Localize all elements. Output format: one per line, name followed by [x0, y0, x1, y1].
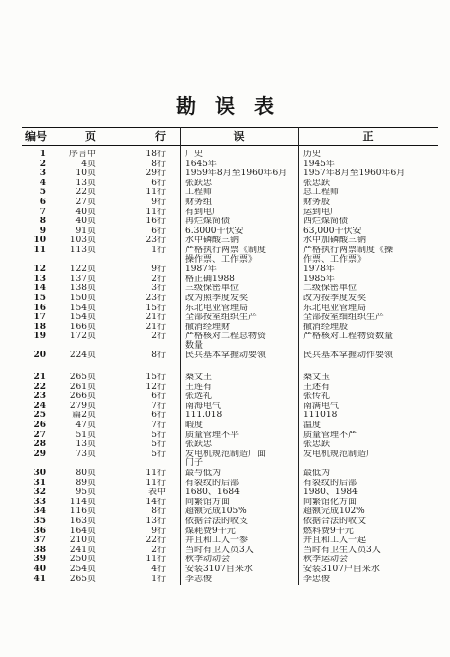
row-number: 3 [39, 169, 46, 179]
row-number: 5 [39, 188, 46, 198]
correction-text: 燃料费9千元 [303, 526, 354, 536]
error-text: 最与低为 [185, 469, 222, 478]
line-cell: 1行 [151, 574, 166, 584]
line-cell: 14行 [145, 497, 166, 507]
line-cell: 2行 [151, 274, 166, 284]
correction-text: 南满电气 [303, 401, 340, 411]
row-number: 35 [33, 516, 46, 526]
table-row [22, 383, 438, 393]
row-number: 34 [33, 507, 46, 517]
page-cell: 164页 [69, 526, 96, 536]
row-number: 23 [33, 392, 46, 402]
table-header [22, 127, 438, 146]
page-cell: 91页 [75, 226, 96, 236]
table-body [22, 146, 438, 584]
error-text: 工程师 [185, 188, 213, 198]
error-text: 李志俊 [185, 574, 213, 584]
correction-text: 发电机规范制造厂 [303, 449, 376, 459]
header-error: 误 [233, 130, 245, 143]
error-text: 秋季动动会 [185, 555, 231, 565]
correction-text: 63,000千伏安 [303, 226, 362, 236]
table-row [22, 565, 438, 575]
table-row [22, 332, 438, 351]
table-row [22, 507, 438, 517]
line-cell: 18行 [145, 150, 166, 159]
row-number: 36 [33, 526, 46, 536]
error-text: 水中磷酸三钠 [185, 236, 240, 246]
table-row [22, 575, 438, 585]
error-text: 发电机规范制造厂面 门子 [185, 449, 267, 469]
header-page: 页 [85, 130, 96, 143]
column-divider [180, 127, 181, 585]
row-number: 28 [33, 440, 46, 450]
error-text: 张选礼 [185, 392, 213, 402]
table-row [22, 488, 438, 498]
correction-text: 李忠俊 [303, 574, 331, 584]
table-row [22, 208, 438, 218]
line-cell: 21行 [145, 313, 166, 323]
line-cell: 12行 [145, 382, 166, 392]
table-row [22, 411, 438, 421]
error-text: 东北电业管理局 [185, 303, 249, 313]
table-row [22, 304, 438, 314]
row-number: 16 [33, 303, 46, 313]
line-cell: 2行 [151, 332, 166, 342]
error-text: 三级保密单位 [185, 284, 240, 294]
error-text: 改为照季度发奖 [185, 293, 249, 303]
table-row [22, 351, 438, 361]
correction-text: 改为按季度发奖 [303, 293, 367, 303]
line-cell: 16行 [145, 217, 166, 227]
error-text: 全部按室组织生产 [185, 313, 258, 323]
page-cell: 40页 [75, 217, 96, 227]
row-number: 14 [33, 284, 46, 294]
correction-text: 总工程师 [303, 188, 340, 198]
error-text: 再烂煤简债 [185, 217, 231, 227]
line-cell: 4行 [151, 564, 166, 574]
table-row [22, 160, 438, 170]
page-cell: 138页 [69, 284, 96, 294]
correction-text: 东北电业管理局 [303, 303, 367, 313]
error-text: 桑文王 [185, 373, 213, 383]
page-cell: 13页 [75, 178, 96, 188]
table-row [22, 323, 438, 333]
page-cell: 113页 [69, 245, 96, 255]
row-number: 22 [33, 382, 46, 392]
line-cell: 23行 [145, 293, 166, 303]
line-cell: 8行 [151, 507, 166, 517]
line-cell: 22行 [145, 536, 166, 546]
error-text: 暇度 [185, 421, 204, 431]
page-cell: 116页 [69, 507, 96, 517]
error-text: 依据合法的收支 [185, 516, 249, 526]
correction-text: 全部按室细组织生产 [303, 313, 385, 323]
table-row [22, 294, 438, 304]
correction-text: 历史 [303, 150, 322, 159]
page-cell: 224页 [69, 351, 96, 361]
table-row [22, 527, 438, 537]
line-cell: 9行 [151, 197, 166, 207]
error-text: 安装3107自来水 [185, 564, 253, 574]
table-row [22, 150, 438, 160]
correction-text: 超额完成102% [303, 507, 365, 517]
row-number: 2 [39, 159, 46, 169]
line-cell: 7行 [151, 421, 166, 431]
row-number: 10 [33, 236, 46, 246]
page-cell: 80页 [75, 469, 96, 478]
row-number: 6 [39, 197, 46, 207]
line-cell: 5行 [151, 430, 166, 440]
line-cell: 23行 [145, 236, 166, 246]
page-cell: 250页 [69, 555, 96, 565]
correction-text: 温度 [303, 421, 322, 431]
error-text: 财务组 [185, 197, 213, 207]
correction-text: 并且和工人一起 [303, 536, 367, 546]
correction-text: 财务股 [303, 197, 331, 207]
header-line: 行 [155, 130, 166, 143]
page-cell: 22页 [75, 188, 96, 198]
correction-text: 当时有卫生人员3人 [303, 545, 381, 555]
line-cell: 9行 [151, 526, 166, 536]
error-text: 超额完成105% [185, 507, 247, 517]
page-cell: 4页 [81, 159, 96, 169]
correction-text: 张传礼 [303, 392, 331, 402]
correction-text: 桑文玉 [303, 373, 331, 383]
row-number: 11 [33, 245, 46, 255]
table-row [22, 479, 438, 489]
page-cell: 154页 [69, 313, 96, 323]
row-number: 9 [39, 226, 46, 236]
line-cell: 11行 [145, 478, 166, 488]
correction-text: 严格执行两票制度《操 作票、工作票》 [303, 245, 394, 265]
line-cell: 2行 [151, 545, 166, 555]
correction-text: 1980、1984 [303, 488, 358, 498]
row-number: 15 [33, 293, 46, 303]
correction-text: 王述有 [303, 382, 331, 392]
row-number: 29 [33, 449, 46, 459]
table-row [22, 498, 438, 508]
correction-text: 二级保密单位 [303, 284, 358, 294]
row-number: 13 [33, 274, 46, 284]
correction-text: 有裂纹的后部 [303, 478, 358, 488]
row-number: 19 [33, 332, 46, 342]
page-cell: 95页 [75, 488, 96, 498]
line-cell: 6行 [151, 411, 166, 421]
errata-table [22, 127, 438, 584]
table-row [22, 555, 438, 565]
page-cell: 73页 [75, 449, 96, 459]
correction-text: 张忠跃 [303, 178, 331, 188]
table-row [22, 265, 438, 275]
row-number: 20 [33, 351, 46, 361]
row-number: 21 [33, 373, 46, 383]
line-cell: 7行 [151, 401, 166, 411]
table-row [22, 227, 438, 237]
correction-text: 张忠跃 [303, 440, 331, 450]
line-cell: 15行 [145, 373, 166, 383]
row-number: 1 [39, 150, 46, 159]
row-number: 24 [33, 401, 46, 411]
line-cell: 9行 [151, 265, 166, 275]
error-text: 111.018 [185, 411, 223, 421]
row-number: 30 [33, 469, 46, 478]
error-text: 张跃忠 [185, 440, 213, 450]
error-text: 厂史 [185, 150, 204, 159]
error-text: 撤消经理财 [185, 322, 231, 332]
page-cell: 40页 [75, 207, 96, 217]
table-row [22, 431, 438, 441]
error-text: 张跃忠 [185, 178, 213, 188]
row-number: 17 [33, 313, 46, 323]
correction-text: 1945年 [303, 159, 335, 169]
row-number: 27 [33, 430, 46, 440]
error-text: 民兵基本掌握动要领 [185, 351, 267, 361]
table-row [22, 536, 438, 546]
table-row [22, 284, 438, 294]
line-cell: 6行 [151, 226, 166, 236]
line-cell: 29行 [145, 169, 166, 179]
error-text: 有到电厂 [185, 207, 222, 217]
row-number: 8 [39, 217, 46, 227]
page-cell: 47页 [75, 421, 96, 431]
table-row [22, 188, 438, 198]
row-number: 40 [33, 564, 46, 574]
error-text: 当时有卫人员3人 [185, 545, 254, 555]
row-number: 7 [39, 207, 46, 217]
page-cell: 166页 [69, 322, 96, 332]
error-text: 向繁馆方面 [185, 497, 231, 507]
row-number: 26 [33, 421, 46, 431]
line-cell: 11行 [145, 188, 166, 198]
correction-text: 撤消经理股 [303, 322, 349, 332]
page-cell: 103页 [69, 236, 96, 246]
table-row [22, 402, 438, 412]
page-cell: 163页 [69, 516, 96, 526]
error-text: 煤耗费9千元 [185, 526, 236, 536]
page-cell: 210页 [69, 536, 96, 546]
row-number: 33 [33, 497, 46, 507]
row-number: 18 [33, 322, 46, 332]
page-cell: 241页 [69, 545, 96, 555]
error-text: 格正确1988 [185, 274, 235, 284]
table-row [22, 313, 438, 323]
line-cell: 11行 [145, 555, 166, 565]
row-number: 4 [39, 178, 46, 188]
correction-text: 西烂煤简债 [303, 217, 349, 227]
error-text: 严格执行两票《制度 操作票、工作票》 [185, 245, 267, 265]
error-text: 南海电气 [185, 401, 222, 411]
row-number: 38 [33, 545, 46, 555]
table-row [22, 469, 438, 479]
header-correction: 正 [362, 130, 374, 143]
page-cell: 172页 [69, 332, 96, 342]
correction-text: 111018 [303, 411, 338, 421]
line-cell: 13行 [145, 516, 166, 526]
table-row [22, 246, 438, 265]
line-cell: 6行 [151, 178, 166, 188]
page-cell: 279页 [69, 401, 96, 411]
line-cell: 3行 [151, 284, 166, 294]
page-cell: 序言中 [68, 150, 96, 159]
table-row [22, 517, 438, 527]
error-text: 1959年8月至1960年6月 [185, 169, 288, 179]
correction-text: 严格核对工程物资数量 [303, 332, 394, 342]
error-text: 1987年 [185, 265, 217, 275]
table-row [22, 546, 438, 556]
table-row [22, 275, 438, 285]
table-row [22, 450, 438, 469]
row-number: 41 [33, 574, 46, 584]
table-row [22, 169, 438, 179]
page-cell: 13页 [75, 440, 96, 450]
correction-text: 1985年 [303, 274, 335, 284]
page-cell: 89页 [75, 478, 96, 488]
table-row [22, 198, 438, 208]
error-text: 1645年 [185, 159, 217, 169]
correction-text: 安装3107户自来水 [303, 564, 380, 574]
page-cell: 266页 [69, 392, 96, 402]
table-row [22, 373, 438, 383]
line-cell: 11行 [145, 469, 166, 478]
page-cell: 122页 [69, 265, 96, 275]
table-row [22, 179, 438, 189]
error-text: 有裂纹的后部 [185, 478, 240, 488]
page-cell: 10页 [75, 169, 96, 179]
table-row [22, 421, 438, 431]
correction-text: 民兵基本掌握动作要领 [303, 351, 394, 361]
row-number: 25 [33, 411, 46, 421]
error-text: 质量管理不平 [185, 430, 240, 440]
table-row [22, 440, 438, 450]
error-text: 井且和工人一参 [185, 536, 249, 546]
correction-text: 1978年 [303, 265, 335, 275]
page-cell: 51页 [75, 430, 96, 440]
line-cell: 8行 [151, 159, 166, 169]
page-cell: 265页 [69, 373, 96, 383]
correction-text: 1957年8月至1960年6月 [303, 169, 406, 179]
correction-text: 质量管理不严 [303, 430, 358, 440]
header-number: 编号 [25, 130, 47, 143]
correction-text: 依据合法的收文 [303, 516, 367, 526]
row-number: 39 [33, 555, 46, 565]
row-number: 31 [33, 478, 46, 488]
line-cell: 5行 [151, 449, 166, 459]
page-cell: 150页 [69, 293, 96, 303]
page-cell: 254页 [69, 564, 96, 574]
correction-text: 向繁馆化方面 [303, 497, 358, 507]
column-divider [298, 127, 299, 585]
error-text: 王连有 [185, 382, 213, 392]
line-cell: 15行 [145, 303, 166, 313]
page-cell: 261页 [69, 382, 96, 392]
line-cell: 表中 [147, 488, 166, 498]
line-cell: 1行 [151, 245, 166, 255]
table-row [22, 236, 438, 246]
line-cell: 11行 [145, 207, 166, 217]
row-number: 12 [33, 265, 46, 275]
error-text: 严格核对二程总物资 数量 [185, 332, 267, 351]
page-cell: 114页 [69, 497, 96, 507]
row-number: 37 [33, 536, 46, 546]
line-cell: 6行 [151, 392, 166, 402]
error-text: 6.3000千伏安 [185, 226, 244, 236]
page-cell: 265页 [69, 574, 96, 584]
correction-text: 秋季运动会 [303, 555, 349, 565]
line-cell: 8行 [151, 351, 166, 361]
correction-text: 运到电厂 [303, 207, 340, 217]
correction-text: 水中加磷酸三钠 [303, 236, 367, 246]
table-row [22, 392, 438, 402]
row-number: 32 [33, 488, 46, 498]
page-cell: 137页 [69, 274, 96, 284]
page-cell: 27页 [75, 197, 96, 207]
page-cell: 篇2页 [72, 411, 96, 421]
table-row [22, 217, 438, 227]
error-text: 1680、1684 [185, 488, 240, 498]
page-title: 勘 误 表 [176, 94, 280, 118]
correction-text: 最低为 [303, 469, 331, 478]
page-cell: 154页 [69, 303, 96, 313]
line-cell: 21行 [145, 322, 166, 332]
line-cell: 5行 [151, 440, 166, 450]
